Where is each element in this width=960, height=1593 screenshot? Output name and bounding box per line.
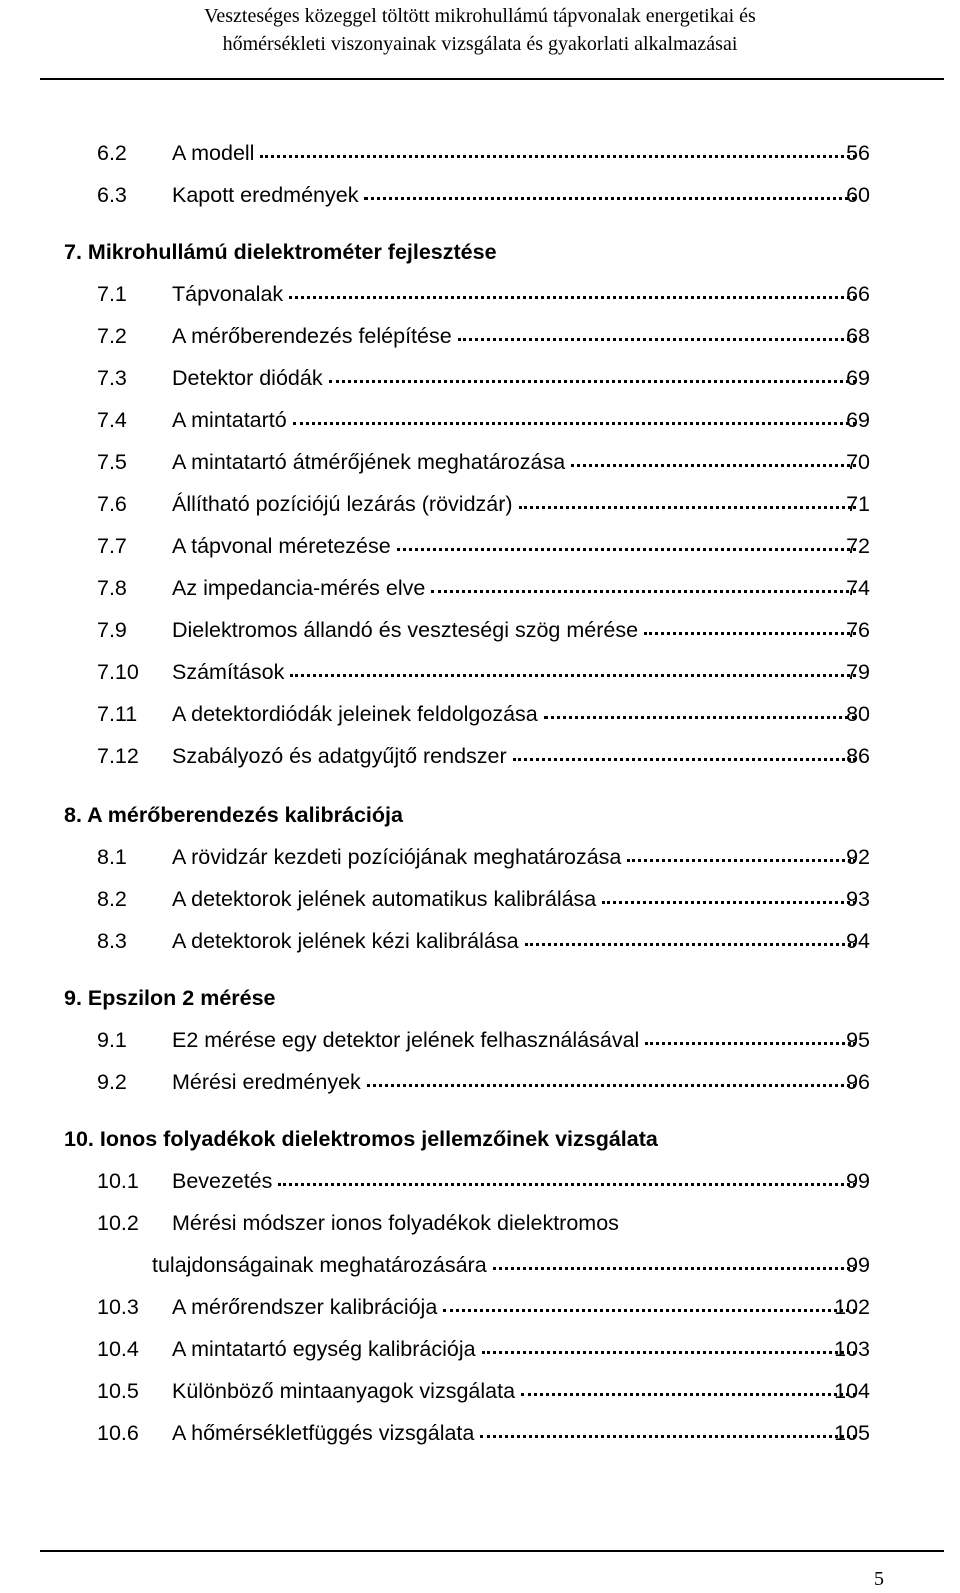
toc-title: A hőmérsékletfüggés vizsgálata: [172, 1421, 475, 1445]
toc-title: A mintatartó egység kalibrációja: [172, 1337, 476, 1361]
toc-title: A detektorok jelének kézi kalibrálása: [172, 929, 519, 953]
header-rule: [40, 78, 944, 80]
toc-page: 96: [846, 1070, 870, 1094]
toc-entry[interactable]: [0, 1328, 960, 1370]
dot-leader: [458, 338, 856, 341]
toc-number: 7.4: [97, 408, 127, 432]
toc-entry[interactable]: [0, 651, 960, 693]
toc-page: 70: [846, 450, 870, 474]
running-header: [0, 0, 960, 80]
dot-leader: [521, 1393, 856, 1396]
dot-leader: [329, 380, 856, 383]
toc-title: A detektordiódák jeleinek feldolgozása: [172, 702, 538, 726]
dot-leader: [519, 506, 856, 509]
dot-leader: [289, 296, 856, 299]
toc-page: 86: [846, 744, 870, 768]
toc-entry[interactable]: [0, 878, 960, 920]
toc-title: A detektorok jelének automatikus kalibrálása: [172, 887, 597, 911]
toc-title: Különböző mintaanyagok vizsgálata: [172, 1379, 516, 1403]
toc-entry[interactable]: [0, 1286, 960, 1328]
toc-page: 95: [846, 1028, 870, 1052]
dot-leader: [482, 1351, 856, 1354]
toc-title: Dielektromos állandó és veszteségi szög mérése: [172, 618, 639, 642]
toc-page: 104: [834, 1379, 870, 1403]
toc-number: 10.2: [97, 1211, 139, 1235]
toc-number: 6.3: [97, 183, 127, 207]
toc-entry[interactable]: [0, 399, 960, 441]
toc-page: 66: [846, 282, 870, 306]
toc-number: 10.1: [97, 1169, 139, 1193]
dot-leader: [290, 674, 856, 677]
toc-entry[interactable]: [0, 315, 960, 357]
toc-entry[interactable]: [0, 357, 960, 399]
toc-number: 7.3: [97, 366, 127, 390]
chapter-heading[interactable]: 8. A mérőberendezés kalibrációja: [64, 803, 403, 827]
toc-entry[interactable]: [0, 483, 960, 525]
toc-page: 99: [846, 1169, 870, 1193]
dot-leader: [602, 901, 856, 904]
toc-number: 7.6: [97, 492, 127, 516]
toc-entry-continuation[interactable]: [0, 1244, 960, 1286]
toc-page: 69: [846, 366, 870, 390]
toc-number: 7.12: [97, 744, 139, 768]
toc-entry[interactable]: [0, 1160, 960, 1202]
toc-title: Számítások: [172, 660, 285, 684]
toc-page: 99: [846, 1253, 870, 1277]
chapter-heading[interactable]: 7. Mikrohullámú dielektrométer fejlesztése: [64, 240, 497, 264]
dot-leader: [571, 464, 856, 467]
toc-page: 68: [846, 324, 870, 348]
toc-number: 9.2: [97, 1070, 127, 1094]
toc-entry[interactable]: [0, 609, 960, 651]
toc-number: 10.6: [97, 1421, 139, 1445]
toc-entry[interactable]: [0, 836, 960, 878]
dot-leader: [431, 590, 856, 593]
toc-number: 7.5: [97, 450, 127, 474]
toc-page: 74: [846, 576, 870, 600]
dot-leader: [260, 155, 856, 158]
toc-title: Az impedancia-mérés elve: [172, 576, 426, 600]
dot-leader: [627, 859, 856, 862]
dot-leader: [397, 548, 856, 551]
toc-title: Mérési módszer ionos folyadékok dielektromos: [172, 1211, 619, 1235]
toc-number: 10.4: [97, 1337, 139, 1361]
toc-page: 103: [834, 1337, 870, 1361]
toc-title: A rövidzár kezdeti pozíciójának meghatározása: [172, 845, 622, 869]
toc-page: 72: [846, 534, 870, 558]
toc-number: 7.1: [97, 282, 127, 306]
toc-title: E2 mérése egy detektor jelének felhasználásával: [172, 1028, 640, 1052]
dot-leader: [278, 1183, 856, 1186]
toc-number: 8.1: [97, 845, 127, 869]
toc-title: Kapott eredmények: [172, 183, 359, 207]
toc-title: A mintatartó átmérőjének meghatározása: [172, 450, 566, 474]
toc-title: A tápvonal méretezése: [172, 534, 391, 558]
dot-leader: [513, 758, 856, 761]
toc-number: 7.8: [97, 576, 127, 600]
toc-page: 94: [846, 929, 870, 953]
toc-page: 102: [834, 1295, 870, 1319]
chapter-heading[interactable]: 10. Ionos folyadékok dielektromos jellemzőinek vizsgálata: [64, 1127, 658, 1151]
dot-leader: [293, 422, 856, 425]
toc-entry[interactable]: [0, 1412, 960, 1454]
dot-leader: [645, 1042, 856, 1045]
toc-entry[interactable]: [0, 441, 960, 483]
toc-page: 93: [846, 887, 870, 911]
toc-number: 7.7: [97, 534, 127, 558]
page-number: 5: [874, 1568, 884, 1590]
toc-number: 8.3: [97, 929, 127, 953]
toc-page: 80: [846, 702, 870, 726]
toc-page: 60: [846, 183, 870, 207]
toc-number: 7.11: [97, 702, 138, 726]
dot-leader: [493, 1267, 856, 1270]
toc-entry[interactable]: [0, 920, 960, 962]
toc-title: Tápvonalak: [172, 282, 284, 306]
toc-entry[interactable]: [0, 1061, 960, 1103]
toc-title: A modell: [172, 141, 255, 165]
toc-title: Állítható pozíciójú lezárás (rövidzár): [172, 492, 513, 516]
toc-entry[interactable]: [0, 1202, 960, 1244]
toc-entry[interactable]: [0, 693, 960, 735]
toc-title: Detektor diódák: [172, 366, 323, 390]
toc-page: 79: [846, 660, 870, 684]
toc-number: 7.2: [97, 324, 127, 348]
toc-page: 105: [834, 1421, 870, 1445]
header-line-2: hőmérsékleti viszonyainak vizsgálata és gyakorlati alkalmazásai: [222, 33, 738, 55]
toc-title: Szabályozó és adatgyűjtő rendszer: [172, 744, 507, 768]
toc-page: 92: [846, 845, 870, 869]
toc-entry[interactable]: [0, 273, 960, 315]
toc-number: 6.2: [97, 141, 127, 165]
toc-page: 69: [846, 408, 870, 432]
toc-title: Mérési eredmények: [172, 1070, 361, 1094]
toc-number: 10.3: [97, 1295, 139, 1319]
toc-entry[interactable]: [0, 525, 960, 567]
dot-leader: [480, 1435, 856, 1438]
toc-number: 7.9: [97, 618, 127, 642]
toc-number: 10.5: [97, 1379, 139, 1403]
toc-page: 56: [846, 141, 870, 165]
toc-entry[interactable]: [0, 567, 960, 609]
toc-number: 9.1: [97, 1028, 127, 1052]
toc-entry[interactable]: [0, 1370, 960, 1412]
toc-page: 76: [846, 618, 870, 642]
header-line-1: Veszteséges közeggel töltött mikrohullámú tápvonalak energetikai és: [204, 5, 756, 27]
toc-number: 8.2: [97, 887, 127, 911]
toc-page: 71: [846, 492, 870, 516]
toc-title: Bevezetés: [172, 1169, 273, 1193]
footer-rule: [40, 1550, 944, 1552]
chapter-heading[interactable]: 9. Epszilon 2 mérése: [64, 986, 276, 1010]
dot-leader: [443, 1309, 856, 1312]
dot-leader: [644, 632, 856, 635]
toc-title: A mérőrendszer kalibrációja: [172, 1295, 438, 1319]
toc-title-continuation: tulajdonságainak meghatározására: [152, 1253, 487, 1277]
toc-number: 7.10: [97, 660, 139, 684]
toc-entry[interactable]: [0, 1019, 960, 1061]
toc-title: A mérőberendezés felépítése: [172, 324, 452, 348]
dot-leader: [544, 716, 856, 719]
toc-entry[interactable]: [0, 735, 960, 777]
dot-leader: [367, 1084, 856, 1087]
dot-leader: [364, 197, 856, 200]
dot-leader: [525, 943, 856, 946]
toc-title: A mintatartó: [172, 408, 287, 432]
toc-entry[interactable]: [0, 132, 960, 174]
toc-entry[interactable]: [0, 174, 960, 216]
